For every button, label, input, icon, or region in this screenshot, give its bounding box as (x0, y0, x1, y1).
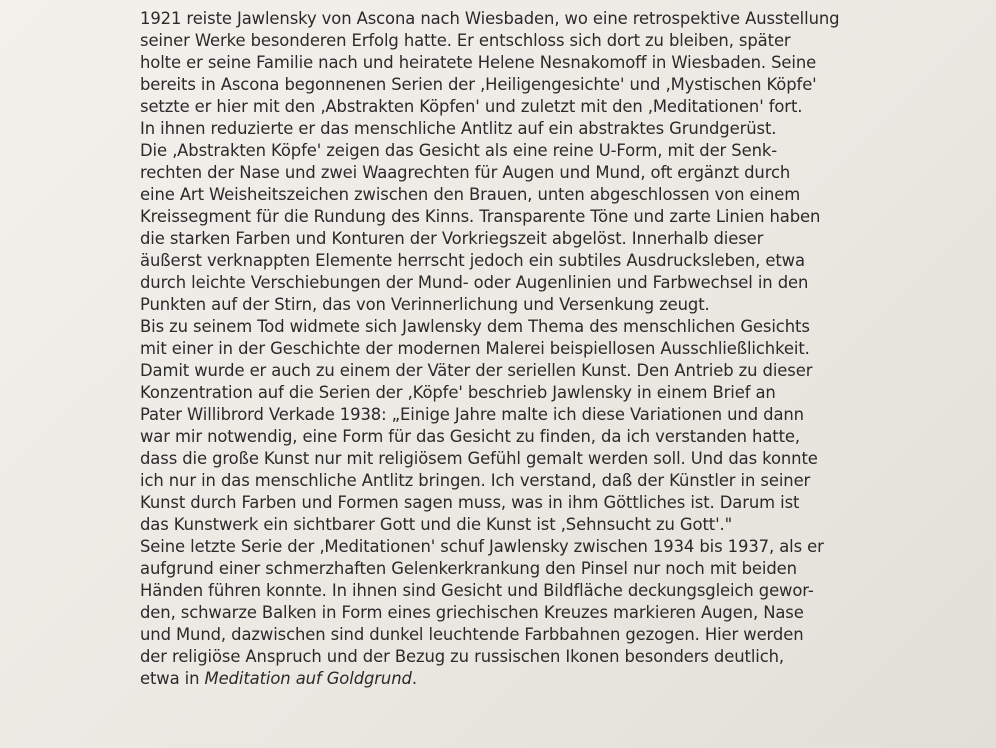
text-line: holte er seine Familie nach und heiratete Helene Nesnakomoff in Wiesbaden. Seine (140, 53, 817, 72)
text-line: rechten der Nase und zwei Waagrechten für Augen und Mund, oft ergänzt durch (140, 163, 791, 182)
text-line: Pater Willibrord Verkade 1938: „Einige Jahre malte ich diese Variationen und dann (140, 405, 804, 424)
text-line: Konzentration auf die Serien der ‚Köpfe' beschrieb Jawlensky in einem Brief an (140, 383, 776, 402)
text-line: mit einer in der Geschichte der modernen Malerei beispiellosen Ausschließlichkeit. (140, 339, 810, 358)
paragraph-4 (140, 536, 960, 690)
text-line-final (140, 668, 960, 690)
text-line: war mir notwendig, eine Form für das Gesicht zu finden, da ich verstanden hatte, (140, 427, 801, 446)
text-line: 1921 reiste Jawlensky von Ascona nach Wiesbaden, wo eine retrospektive Ausstellung (140, 9, 840, 28)
text-line: Bis zu seinem Tod widmete sich Jawlensky dem Thema des menschlichen Gesichts (140, 317, 810, 336)
paragraph-3 (140, 316, 960, 536)
text-line: In ihnen reduzierte er das menschliche Antlitz auf ein abstraktes Grundgerüst. (140, 119, 777, 138)
text-line: Punkten auf der Stirn, das von Verinnerlichung und Versenkung zeugt. (140, 295, 710, 314)
text-line: die starken Farben und Konturen der Vorkriegszeit abgelöst. Innerhalb dieser (140, 229, 764, 248)
paragraph-2 (140, 140, 960, 316)
text-line: seiner Werke besonderen Erfolg hatte. Er entschloss sich dort zu bleiben, später (140, 31, 791, 50)
text-line: eine Art Weisheitszeichen zwischen den Brauen, unten abgeschlossen von einem (140, 185, 801, 204)
text-line: das Kunstwerk ein sichtbarer Gott und die Kunst ist ‚Sehnsucht zu Gott'." (140, 515, 733, 534)
text-line: setzte er hier mit den ‚Abstrakten Köpfen' und zuletzt mit den ‚Meditationen' fort. (140, 97, 803, 116)
text-line: äußerst verknappten Elemente herrscht jedoch ein subtiles Ausdrucksleben, etwa (140, 251, 805, 270)
paragraph-1 (140, 8, 960, 140)
text-line: Die ‚Abstrakten Köpfe' zeigen das Gesicht als eine reine U-Form, mit der Senk- (140, 141, 778, 160)
text-line: durch leichte Verschiebungen der Mund- oder Augenlinien und Farbwechsel in den (140, 273, 809, 292)
artwork-title: Meditation auf Goldgrund (204, 669, 412, 688)
text-line: Händen führen konnte. In ihnen sind Gesicht und Bildfläche deckungsgleich gewor- (140, 581, 814, 600)
text-line: den, schwarze Balken in Form eines griechischen Kreuzes markieren Augen, Nase (140, 603, 804, 622)
final-line-prefix: etwa in (140, 669, 205, 688)
wall-text-panel (140, 8, 960, 690)
text-line: dass die große Kunst nur mit religiösem Gefühl gemalt werden soll. Und das konnte (140, 449, 818, 468)
text-line: aufgrund einer schmerzhaften Gelenkerkrankung den Pinsel nur noch mit beiden (140, 559, 797, 578)
text-line: Kreissegment für die Rundung des Kinns. Transparente Töne und zarte Linien haben (140, 207, 821, 226)
text-line: Damit wurde er auch zu einem der Väter der seriellen Kunst. Den Antrieb zu dieser (140, 361, 813, 380)
text-line: und Mund, dazwischen sind dunkel leuchtende Farbbahnen gezogen. Hier werden (140, 625, 804, 644)
text-line: Kunst durch Farben und Formen sagen muss, was in ihm Göttliches ist. Darum ist (140, 493, 800, 512)
text-line: ich nur in das menschliche Antlitz bringen. Ich verstand, daß der Künstler in seiner (140, 471, 811, 490)
text-line: bereits in Ascona begonnenen Serien der ‚Heiligengesichte' und ‚Mystischen Köpfe' (140, 75, 817, 94)
text-line: Seine letzte Serie der ‚Meditationen' schuf Jawlensky zwischen 1934 bis 1937, als er (140, 537, 824, 556)
final-line-suffix: . (411, 669, 417, 688)
text-line: der religiöse Anspruch und der Bezug zu russischen Ikonen besonders deutlich, (140, 647, 785, 666)
